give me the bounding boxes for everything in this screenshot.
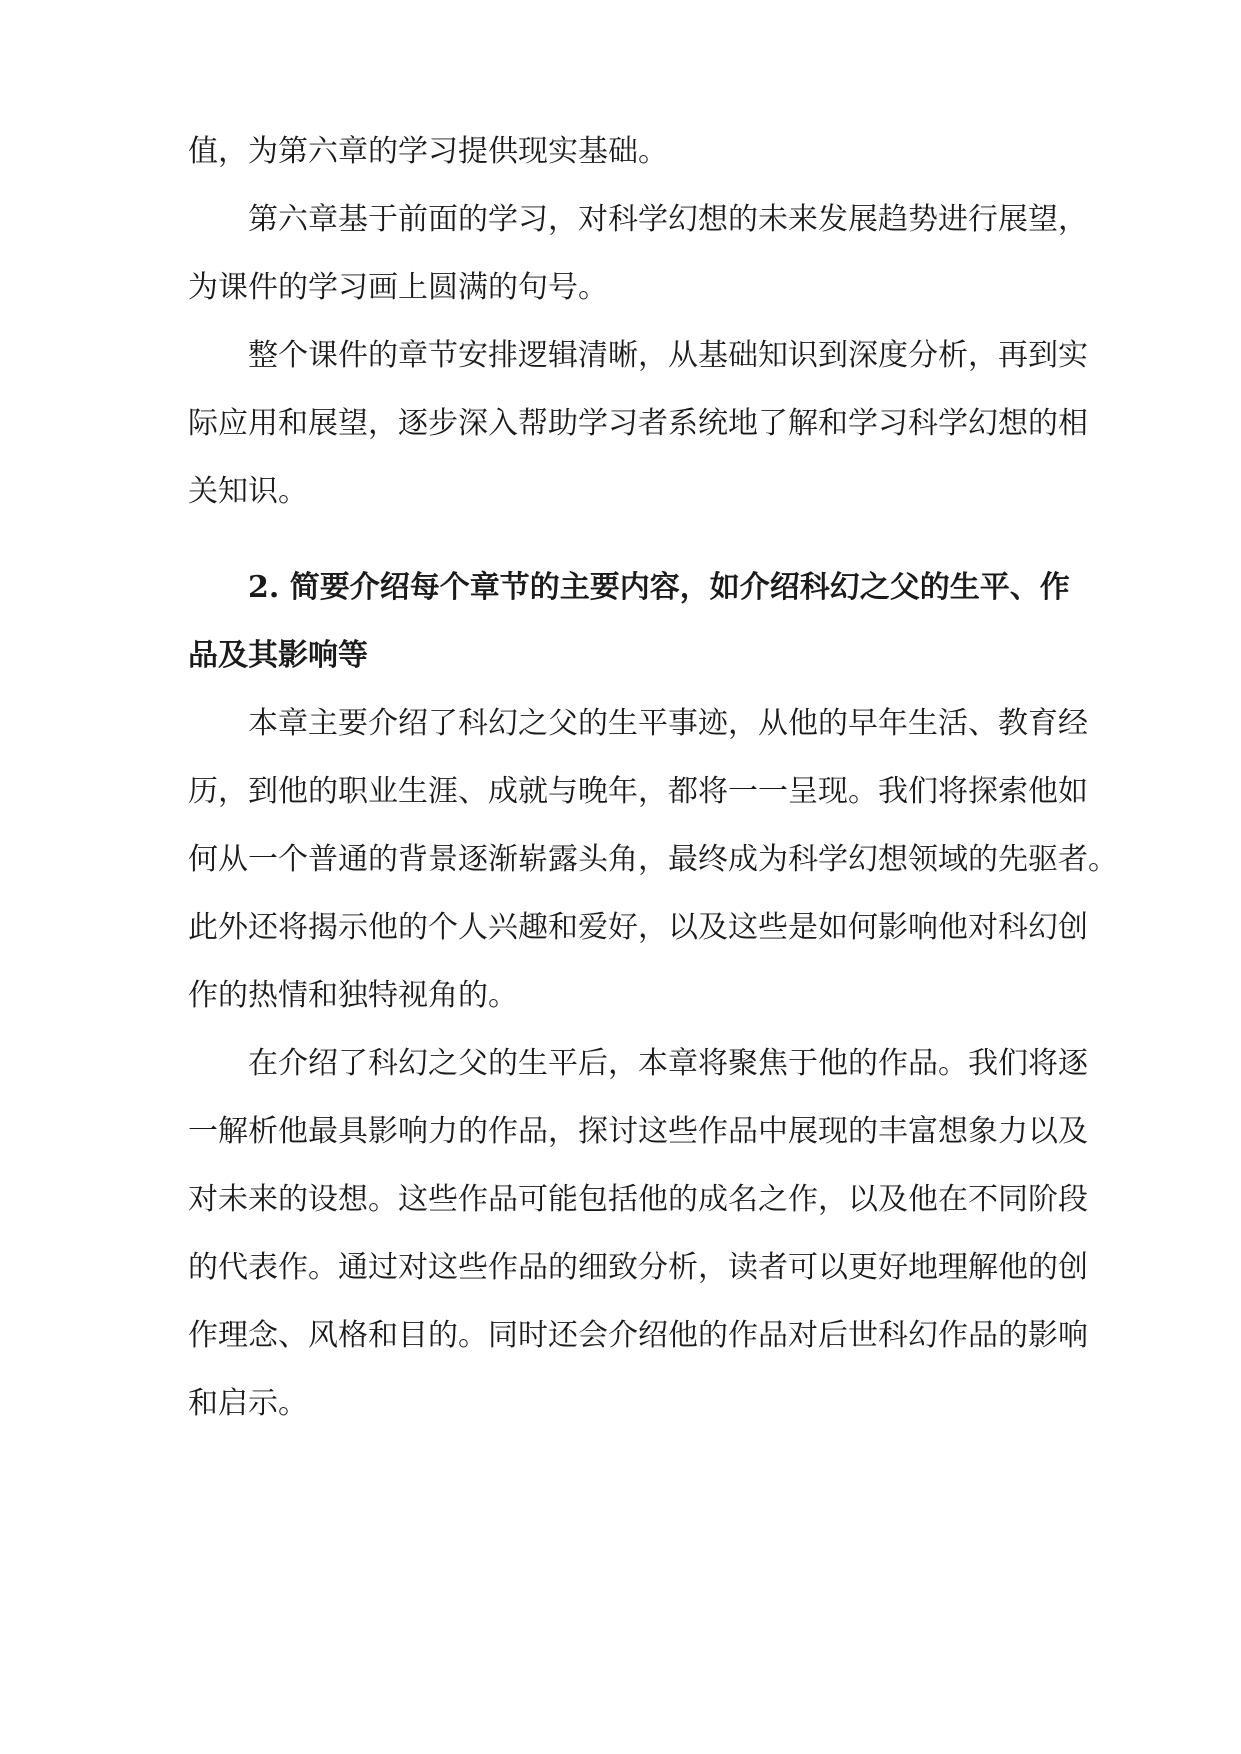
paragraph-line: 此外还将揭示他的个人兴趣和爱好，以及这些是如何影响他对科幻创 bbox=[188, 910, 1088, 945]
paragraph-line: 的代表作。通过对这些作品的细致分析，读者可以更好地理解他的创 bbox=[188, 1250, 1088, 1285]
paragraph-line: 作的热情和独特视角的。 bbox=[188, 978, 518, 1013]
paragraph-line: 对未来的设想。这些作品可能包括他的成名之作，以及他在不同阶段 bbox=[188, 1182, 1088, 1217]
paragraph-line: 本章主要介绍了科幻之父的生平事迹，从他的早年生活、教育经 bbox=[248, 706, 1088, 741]
paragraph-line: 何从一个普通的背景逐渐崭露头角，最终成为科学幻想领域的先驱者。 bbox=[188, 842, 1118, 877]
section-heading: 2. 简要介绍每个章节的主要内容，如介绍科幻之父的生平、作 bbox=[248, 570, 1070, 605]
paragraph-line: 在介绍了科幻之父的生平后，本章将聚焦于他的作品。我们将逐 bbox=[248, 1046, 1088, 1081]
paragraph-line: 和启示。 bbox=[188, 1386, 308, 1421]
paragraph-line: 值，为第六章的学习提供现实基础。 bbox=[188, 134, 668, 169]
paragraph-line: 历，到他的职业生涯、成就与晚年，都将一一呈现。我们将探索他如 bbox=[188, 774, 1088, 809]
paragraph-line: 关知识。 bbox=[188, 474, 308, 509]
paragraph-line: 整个课件的章节安排逻辑清晰，从基础知识到深度分析，再到实 bbox=[248, 338, 1088, 373]
paragraph-line: 一解析他最具影响力的作品，探讨这些作品中展现的丰富想象力以及 bbox=[188, 1114, 1088, 1149]
section-heading: 品及其影响等 bbox=[188, 638, 368, 673]
paragraph-line: 作理念、风格和目的。同时还会介绍他的作品对后世科幻作品的影响 bbox=[188, 1318, 1088, 1353]
paragraph-line: 为课件的学习画上圆满的句号。 bbox=[188, 270, 608, 305]
paragraph-line: 际应用和展望，逐步深入帮助学习者系统地了解和学习科学幻想的相 bbox=[188, 406, 1088, 441]
paragraph-line: 第六章基于前面的学习，对科学幻想的未来发展趋势进行展望， bbox=[248, 202, 1088, 237]
